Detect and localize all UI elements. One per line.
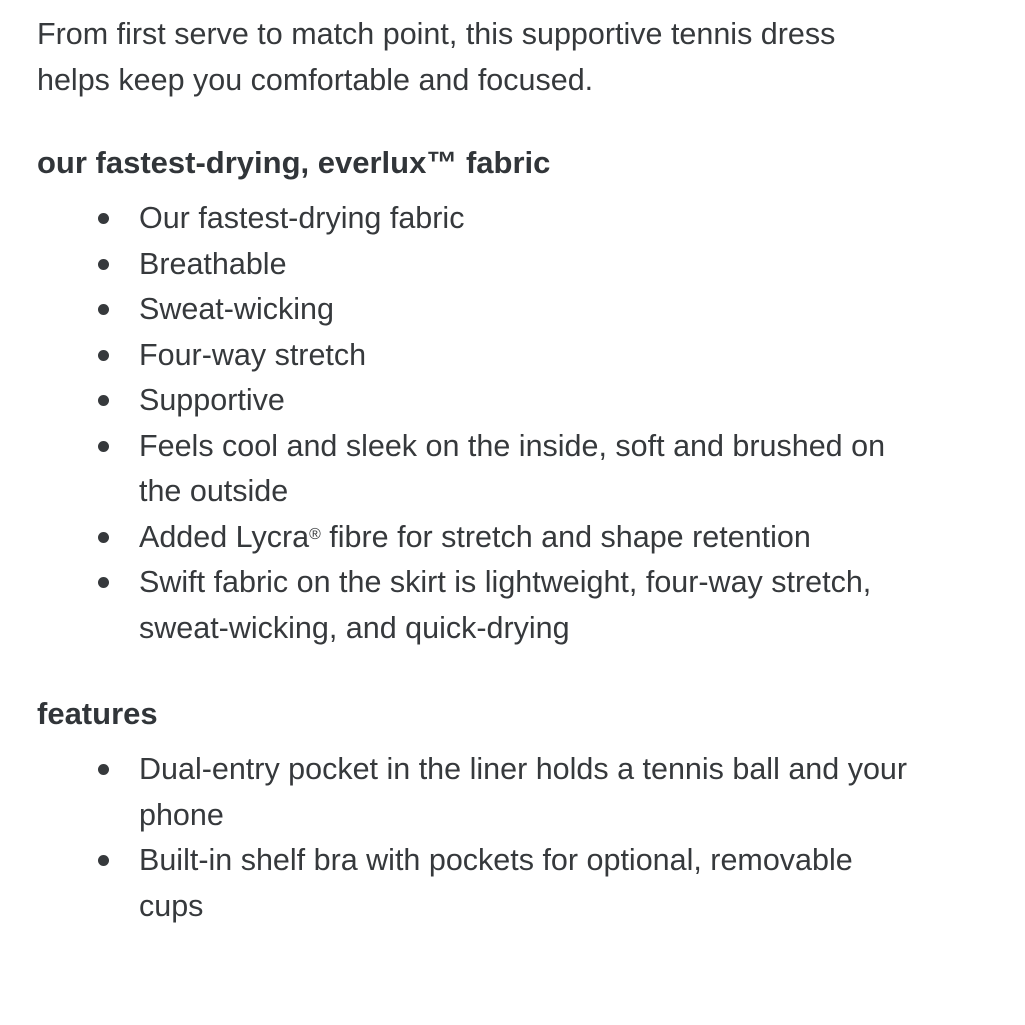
list-item-breathable: Breathable: [37, 242, 997, 288]
registered-trademark-symbol: ®: [309, 525, 321, 543]
list-item-fastest-drying: Our fastest-drying fabric: [37, 196, 997, 242]
intro-paragraph: [37, 12, 997, 103]
list-item-supportive: Supportive: [37, 378, 997, 424]
bullet-icon: [98, 259, 109, 270]
bullet-icon: [98, 350, 109, 361]
bullet-icon: [98, 855, 109, 866]
list-item-feels-cool: Feels cool and sleek on the inside, soft and brushed on the outside: [37, 424, 997, 515]
bullet-icon: [98, 395, 109, 406]
list-item-swift-fabric: Swift fabric on the skirt is lightweight, four-way stretch, sweat-wicking, and quick-drying: [37, 560, 997, 651]
bullet-icon: [98, 577, 109, 588]
list-item-lycra: Added Lycra® fibre for stretch and shape retention: [37, 515, 997, 561]
list-item-four-way-stretch: Four-way stretch: [37, 333, 997, 379]
bullet-icon: [98, 532, 109, 543]
bullet-icon: [98, 304, 109, 315]
bullet-icon: [98, 213, 109, 224]
section-heading-features: features: [37, 696, 158, 731]
features-list: [37, 747, 997, 929]
intro-line-2: helps keep you comfortable and focused.: [37, 62, 594, 97]
fabric-feature-list: [37, 196, 997, 651]
list-item-dual-entry-pocket: Dual-entry pocket in the liner holds a tennis ball and your phone: [37, 747, 997, 838]
bullet-icon: [98, 441, 109, 452]
list-item-shelf-bra: Built-in shelf bra with pockets for optional, removable cups: [37, 838, 997, 929]
intro-line-1: From first serve to match point, this supportive tennis dress: [37, 17, 836, 51]
bullet-icon: [98, 764, 109, 775]
list-item-sweat-wicking: Sweat-wicking: [37, 287, 997, 333]
section-heading-fabric: our fastest-drying, everlux™ fabric: [37, 145, 551, 180]
